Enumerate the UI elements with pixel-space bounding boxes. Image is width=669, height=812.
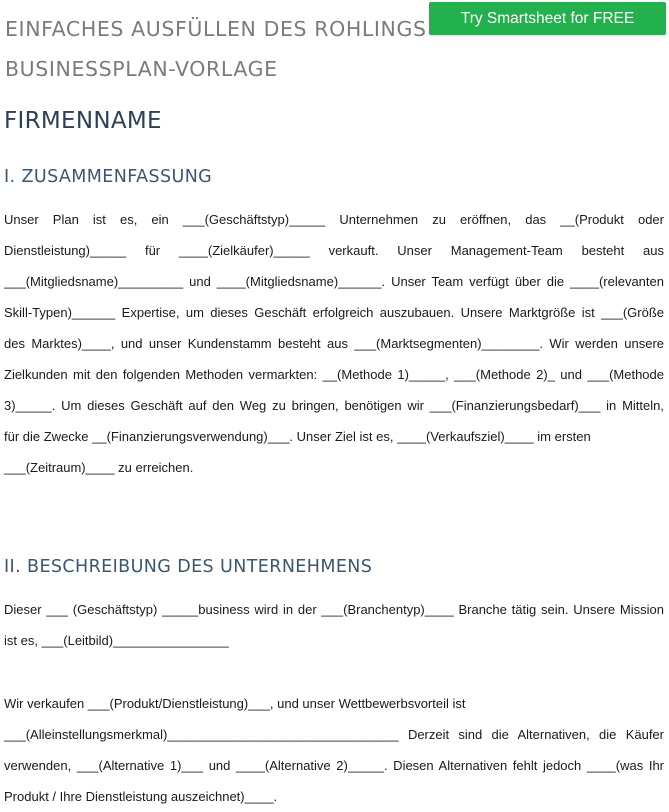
paragraph-line: verwenden, ___(Alternative 1)___ und ____(Alternative 2)_____. Diesen Alternativen fehlt jedoch ____(was Ihr — [4, 758, 664, 773]
paragraph-line: ___(Zeitraum)____ zu erreichen. — [4, 460, 194, 475]
paragraph-line: Skill-Typen)______ Expertise, um dieses Geschäft erfolgreich auszubauen. Unsere Marktgröße ist ___(Größe — [4, 305, 664, 320]
paragraph-line: ist es, ___(Leitbild)________________ — [4, 633, 229, 648]
paragraph-line: Zielkunden mit den folgenden Methoden vermarkten: __(Methode 1)_____, ___(Methode 2)_ und ___(Methode — [4, 367, 664, 382]
paragraph-line: Wir verkaufen ___(Produkt/Dienstleistung)___, und unser Wettbewerbsvorteil ist — [4, 696, 466, 711]
product-paragraph — [4, 688, 664, 812]
document-title-line-1: EINFACHES AUSFÜLLEN DES ROHLINGS — [5, 17, 427, 41]
section-heading-summary: I. ZUSAMMENFASSUNG — [4, 167, 213, 187]
document-title-line-2: BUSINESSPLAN-VORLAGE — [5, 57, 278, 81]
paragraph-line: Produkt / Ihre Dienstleistung auszeichnet)____. — [4, 789, 278, 804]
section-heading-company-description: II. BESCHREIBUNG DES UNTERNEHMENS — [4, 557, 373, 577]
paragraph-line: für die Zwecke __(Finanzierungsverwendung)___. Unser Ziel ist es, ____(Verkaufsziel)____ im ersten — [4, 429, 591, 444]
try-smartsheet-button[interactable]: Try Smartsheet for FREE — [429, 2, 666, 35]
paragraph-line: ___(Alleinstellungsmerkmal)________________________________ Derzeit sind die Alternativen, die Käufer — [4, 727, 664, 742]
paragraph-line: Dienstleistung)_____ für ____(Zielkäufer)_____ verkauft. Unser Management-Team besteht aus — [4, 243, 664, 258]
paragraph-line: Dieser ___ (Geschäftstyp) _____business wird in der ___(Branchentyp)____ Branche tätig sein. Unsere Mission — [4, 602, 664, 617]
paragraph-line: ___(Mitgliedsname)_________ und ____(Mitgliedsname)______. Unser Team verfügt über die ____(relevanten — [4, 274, 664, 289]
paragraph-line: des Marktes)____, und unser Kundenstamm besteht aus ___(Marktsegmenten)________. Wir werden unsere — [4, 336, 664, 351]
company-name-heading: FIRMENNAME — [4, 108, 162, 134]
paragraph-line: 3)_____. Um dieses Geschäft auf den Weg zu bringen, benötigen wir ___(Finanzierungsbedarf)___ in Mitteln, — [4, 398, 664, 413]
paragraph-line: Unser Plan ist es, ein ___(Geschäftstyp)_____ Unternehmen zu eröffnen, das __(Produkt oder — [4, 212, 664, 227]
company-description-paragraph — [4, 594, 664, 656]
summary-paragraph — [4, 204, 664, 483]
